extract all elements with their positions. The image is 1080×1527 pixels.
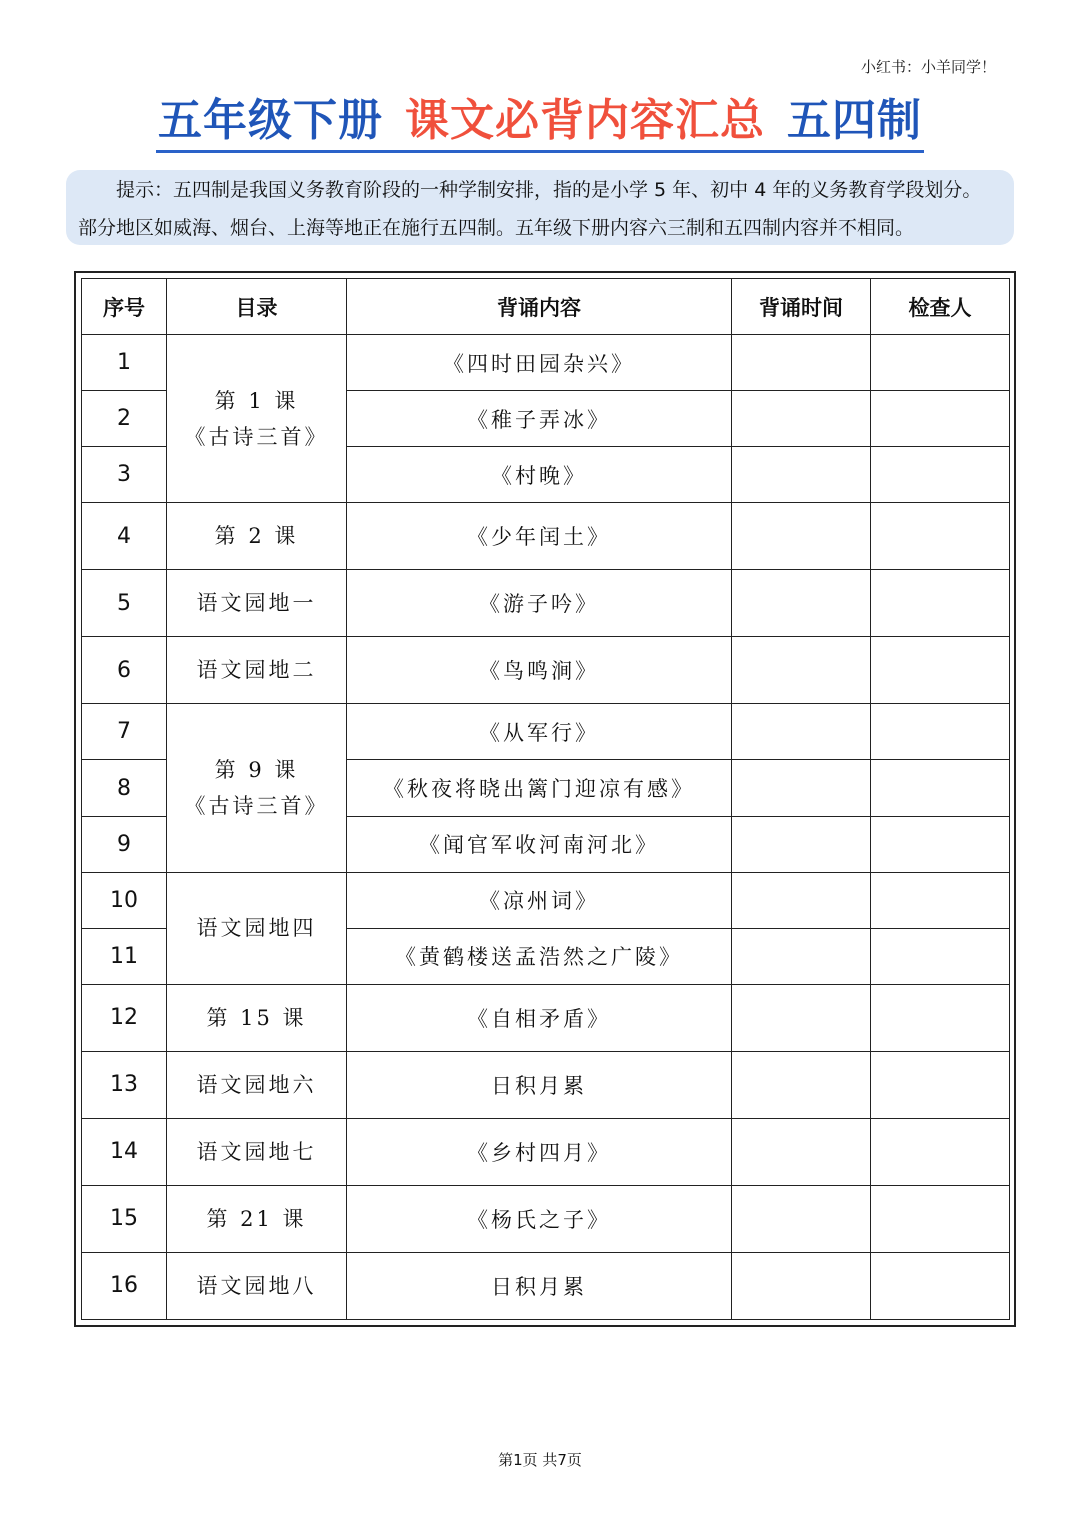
checker-cell[interactable] — [871, 872, 1010, 928]
content-cell: 日积月累 — [347, 1252, 732, 1319]
content-cell: 《乡村四月》 — [347, 1118, 732, 1185]
seq-cell: 16 — [82, 1252, 167, 1319]
hint-line: 提示：五四制是我国义务教育阶段的一种学制安排，指的是小学 5 年、初中 4 年的义务教育学段划分。 — [116, 179, 982, 201]
catalog-cell: 语文园地七 — [167, 1118, 347, 1185]
seq-cell: 13 — [82, 1051, 167, 1118]
checker-cell[interactable] — [871, 447, 1010, 503]
table-row — [82, 704, 1010, 760]
content-cell: 《鸟鸣涧》 — [347, 637, 732, 704]
table-row — [82, 1051, 1010, 1118]
time-cell[interactable] — [732, 503, 871, 570]
hint-line: 部分地区如威海、烟台、上海等地正在施行五四制。五年级下册内容六三制和五四制内容并不相同。 — [78, 217, 915, 239]
content-cell: 日积月累 — [347, 1051, 732, 1118]
table-row — [82, 503, 1010, 570]
seq-cell: 9 — [82, 816, 167, 872]
content-cell: 《村晚》 — [347, 447, 732, 503]
checker-cell[interactable] — [871, 984, 1010, 1051]
content-cell: 《稚子弄冰》 — [347, 391, 732, 447]
recitation-table — [81, 278, 1010, 1320]
time-cell[interactable] — [732, 984, 871, 1051]
checker-cell[interactable] — [871, 928, 1010, 984]
source-label: 小红书：小羊同学！ — [860, 58, 996, 76]
time-cell[interactable] — [732, 1252, 871, 1319]
seq-cell: 2 — [82, 391, 167, 447]
time-cell[interactable] — [732, 637, 871, 704]
header-seq: 序号 — [82, 279, 167, 335]
title-part2: 课文必背内容汇总 — [405, 95, 765, 146]
table-row — [82, 637, 1010, 704]
seq-cell: 11 — [82, 928, 167, 984]
catalog-cell: 第 2 课 — [167, 503, 347, 570]
catalog-cell: 语文园地二 — [167, 637, 347, 704]
time-cell[interactable] — [732, 335, 871, 391]
time-cell[interactable] — [732, 1051, 871, 1118]
seq-cell: 14 — [82, 1118, 167, 1185]
table-row — [82, 984, 1010, 1051]
seq-cell: 1 — [82, 335, 167, 391]
checker-cell[interactable] — [871, 570, 1010, 637]
content-cell: 《黄鹤楼送孟浩然之广陵》 — [347, 928, 732, 984]
content-cell: 《游子吟》 — [347, 570, 732, 637]
time-cell[interactable] — [732, 1185, 871, 1252]
catalog-cell: 语文园地一 — [167, 570, 347, 637]
seq-cell: 3 — [82, 447, 167, 503]
checker-cell[interactable] — [871, 1185, 1010, 1252]
title-part1: 五年级下册 — [158, 95, 383, 146]
content-cell: 《四时田园杂兴》 — [347, 335, 732, 391]
seq-cell: 10 — [82, 872, 167, 928]
table-row — [82, 1185, 1010, 1252]
table-row — [82, 1118, 1010, 1185]
title-part3: 五四制 — [787, 95, 922, 146]
time-cell[interactable] — [732, 760, 871, 816]
seq-cell: 12 — [82, 984, 167, 1051]
table-row — [82, 1252, 1010, 1319]
checker-cell[interactable] — [871, 1252, 1010, 1319]
seq-cell: 15 — [82, 1185, 167, 1252]
checker-cell[interactable] — [871, 503, 1010, 570]
content-cell: 《闻官军收河南河北》 — [347, 816, 732, 872]
checker-cell[interactable] — [871, 1051, 1010, 1118]
time-cell[interactable] — [732, 704, 871, 760]
header-catalog: 目录 — [167, 279, 347, 335]
content-cell: 《凉州词》 — [347, 872, 732, 928]
content-cell: 《自相矛盾》 — [347, 984, 732, 1051]
content-cell: 《秋夜将晓出篱门迎凉有感》 — [347, 760, 732, 816]
checker-cell[interactable] — [871, 816, 1010, 872]
table-header — [82, 279, 1010, 335]
checker-cell[interactable] — [871, 335, 1010, 391]
seq-cell: 4 — [82, 503, 167, 570]
catalog-cell: 语文园地六 — [167, 1051, 347, 1118]
catalog-cell: 第 15 课 — [167, 984, 347, 1051]
catalog-cell: 第 9 课 《古诗三首》 — [167, 704, 347, 872]
time-cell[interactable] — [732, 816, 871, 872]
time-cell[interactable] — [732, 928, 871, 984]
content-cell: 《少年闰土》 — [347, 503, 732, 570]
checker-cell[interactable] — [871, 704, 1010, 760]
time-cell[interactable] — [732, 570, 871, 637]
time-cell[interactable] — [732, 391, 871, 447]
header-time: 背诵时间 — [732, 279, 871, 335]
seq-cell: 8 — [82, 760, 167, 816]
seq-cell: 6 — [82, 637, 167, 704]
seq-cell: 5 — [82, 570, 167, 637]
checker-cell[interactable] — [871, 637, 1010, 704]
table-row — [82, 335, 1010, 391]
checker-cell[interactable] — [871, 391, 1010, 447]
page-footer: 第1页 共7页 — [498, 1451, 582, 1469]
checker-cell[interactable] — [871, 760, 1010, 816]
catalog-cell: 第 21 课 — [167, 1185, 347, 1252]
content-cell: 《从军行》 — [347, 704, 732, 760]
catalog-cell: 语文园地八 — [167, 1252, 347, 1319]
time-cell[interactable] — [732, 872, 871, 928]
content-cell: 《杨氏之子》 — [347, 1185, 732, 1252]
checker-cell[interactable] — [871, 1118, 1010, 1185]
page-title — [0, 92, 1080, 153]
header-checker: 检查人 — [871, 279, 1010, 335]
table-row — [82, 570, 1010, 637]
catalog-cell: 第 1 课 《古诗三首》 — [167, 335, 347, 503]
hint-box — [66, 170, 1014, 245]
seq-cell: 7 — [82, 704, 167, 760]
table-row — [82, 872, 1010, 928]
catalog-cell: 语文园地四 — [167, 872, 347, 984]
time-cell[interactable] — [732, 1118, 871, 1185]
header-content: 背诵内容 — [347, 279, 732, 335]
time-cell[interactable] — [732, 447, 871, 503]
